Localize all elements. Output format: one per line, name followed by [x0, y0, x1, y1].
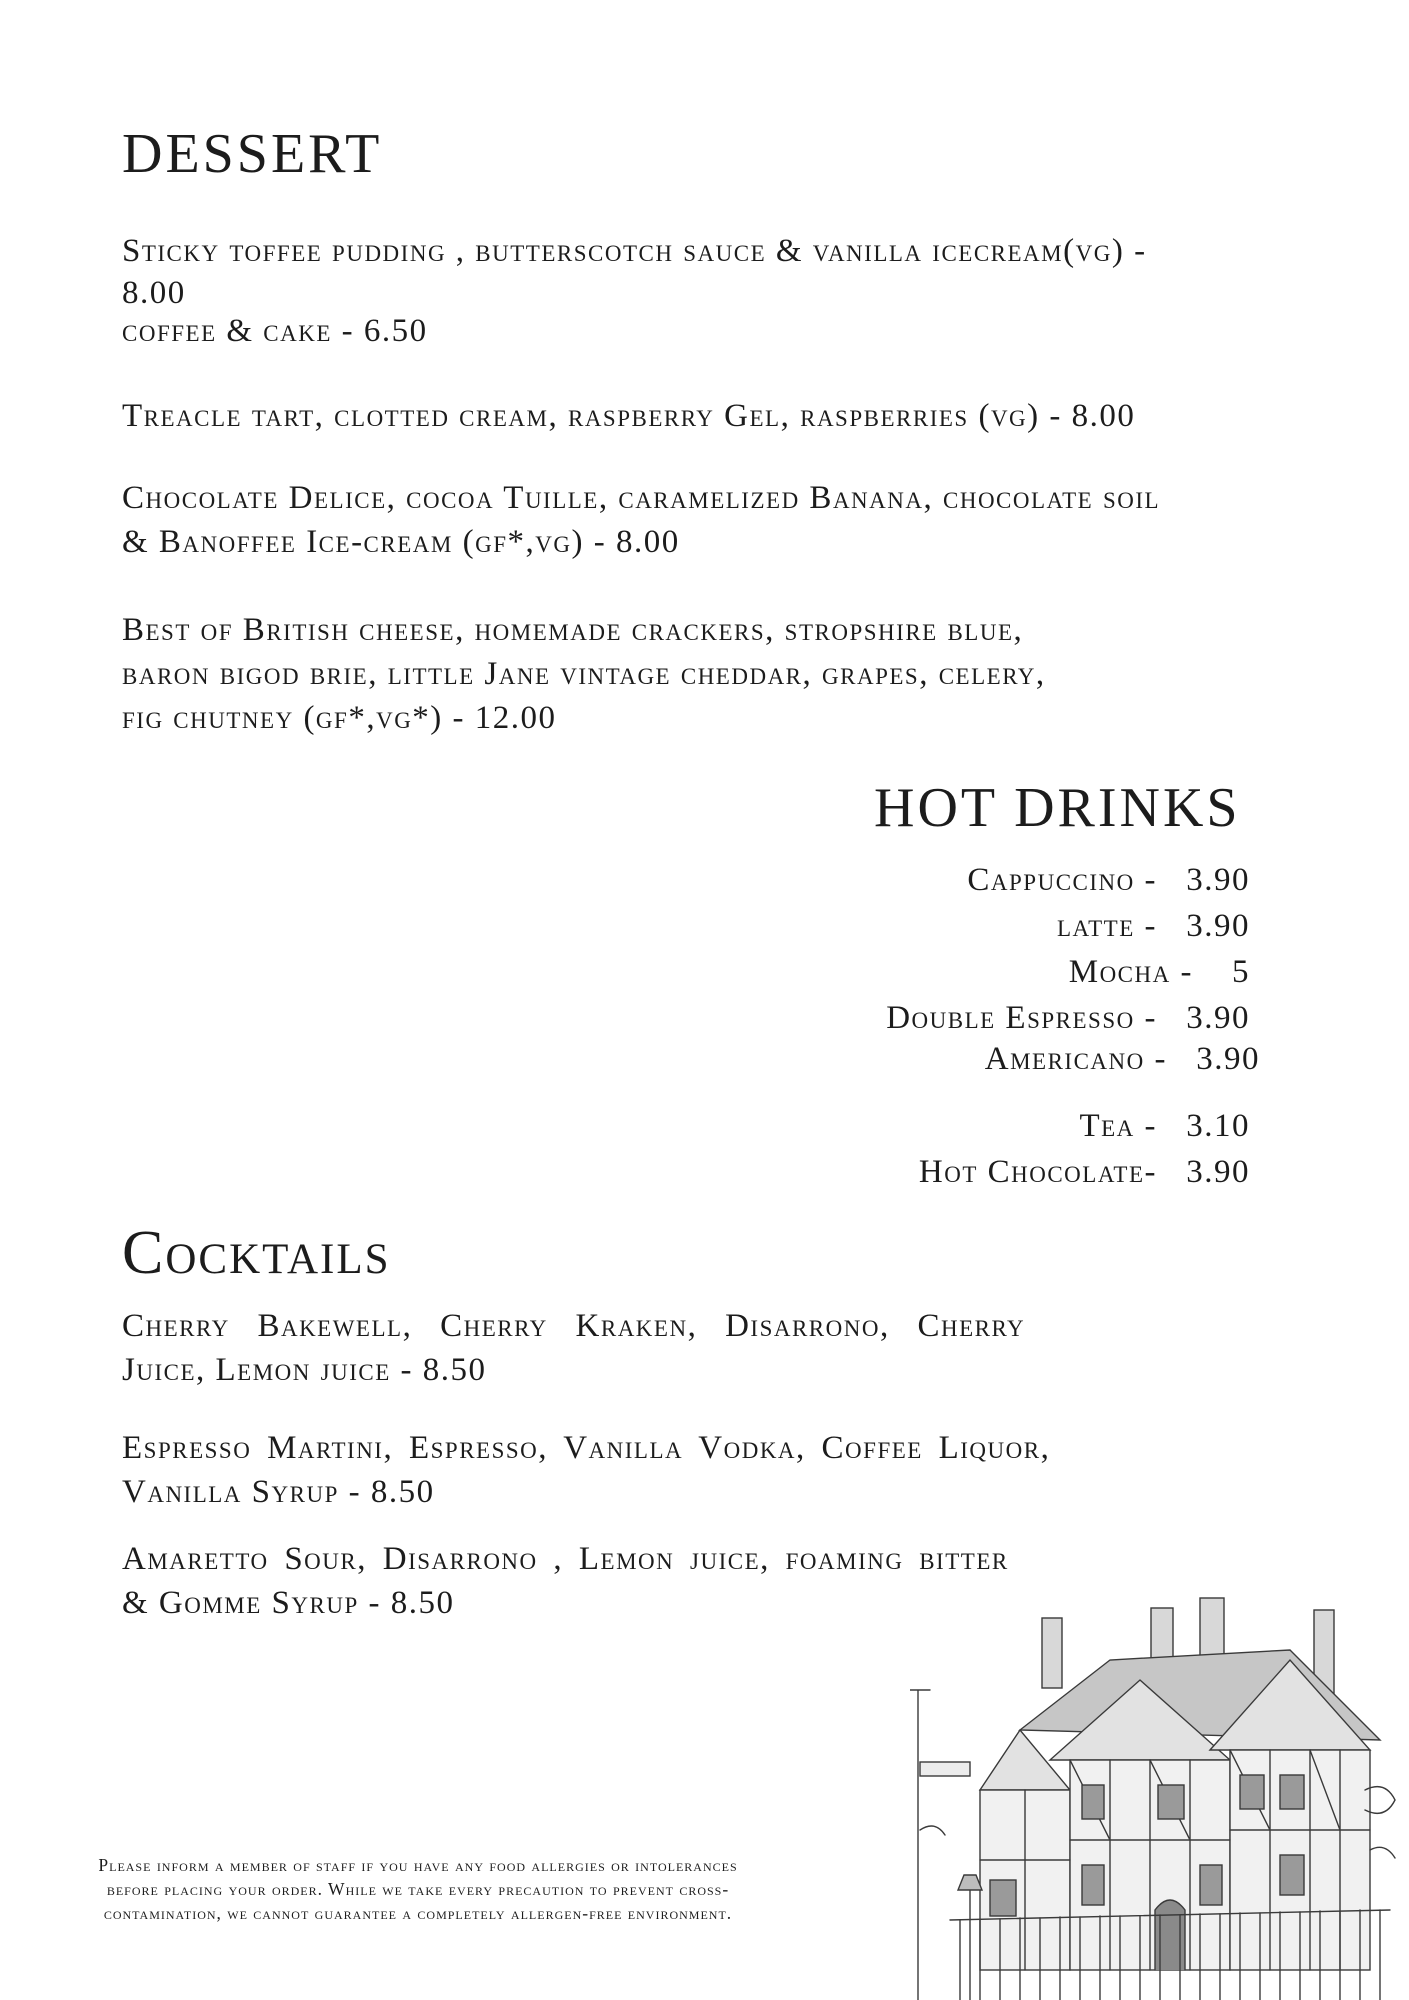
drink-name: Americano -: [984, 1041, 1167, 1077]
dessert-heading: DESSERT: [122, 123, 383, 185]
allergen-disclaimer: [18, 1853, 818, 1925]
drink-price: 3.90: [1186, 908, 1250, 944]
item-line: Treacle tart, clotted cream, raspberry Gel, raspberries (vg) - 8.00: [122, 398, 1136, 434]
disclaimer-line: contamination, we cannot guarantee a completely allergen-free environment.: [103, 1903, 733, 1923]
item-line: Cherry Bakewell, Cherry Kraken, Disarrono, Cherry: [122, 1308, 1026, 1344]
item-line: baron bigod brie, little Jane vintage cheddar, grapes, celery,: [122, 656, 1046, 692]
item-line: fig chutney (gf*,vg*) - 12.00: [122, 700, 557, 736]
hot-drinks-heading: HOT DRINKS: [874, 777, 1241, 839]
dessert-item-sticky-toffee: [122, 230, 1147, 356]
drink-mocha: [1069, 949, 1250, 995]
drink-name: latte -: [1057, 908, 1157, 944]
item-line: Best of British cheese, homemade crackers, stropshire blue,: [122, 612, 1024, 648]
disclaimer-line: before placing your order. While we take every precaution to prevent cross-: [106, 1879, 730, 1899]
item-price: 8.00: [122, 275, 186, 311]
drink-name: Hot Chocolate-: [918, 1154, 1157, 1190]
drink-name: Tea -: [1079, 1108, 1157, 1144]
item-line: Juice, Lemon juice - 8.50: [122, 1352, 487, 1388]
drink-price: 3.90: [1186, 1154, 1250, 1190]
drink-price: 5: [1232, 954, 1250, 990]
drink-tea: [1079, 1103, 1250, 1149]
item-line: Espresso Martini, Espresso, Vanilla Vodka, Coffee Liquor,: [122, 1430, 1051, 1466]
item-line: Amaretto Sour, Disarrono , Lemon juice, foaming bitter: [122, 1541, 1009, 1577]
drink-double-espresso: [886, 995, 1250, 1041]
dessert-item-treacle-tart: [122, 394, 1135, 438]
drink-cappuccino: [967, 857, 1250, 903]
dessert-item-chocolate-delice: [122, 476, 1160, 564]
drink-americano: [985, 1036, 1260, 1082]
disclaimer-line: Please inform a member of staff if you have any food allergies or intolerances: [98, 1855, 738, 1875]
drink-name: Mocha -: [1068, 954, 1193, 990]
cocktail-amaretto-sour: [122, 1537, 1009, 1625]
item-line: & Banoffee Ice-cream (gf*,vg) - 8.00: [122, 524, 680, 560]
drink-name: Double Espresso -: [886, 1000, 1157, 1036]
dessert-item-cheese: [122, 608, 1046, 740]
item-line: coffee & cake - 6.50: [122, 313, 428, 349]
cocktail-cherry-bakewell: [122, 1304, 1142, 1392]
cocktails-heading: Cocktails: [122, 1219, 391, 1287]
item-line: & Gomme Syrup - 8.50: [122, 1585, 455, 1621]
drink-name: Cappuccino -: [967, 862, 1157, 898]
cocktail-espresso-martini: [122, 1426, 1050, 1514]
drink-price: 3.10: [1186, 1108, 1250, 1144]
drink-latte: [1057, 903, 1250, 949]
drink-price: 3.90: [1196, 1041, 1260, 1077]
drink-price: 3.90: [1186, 862, 1250, 898]
tudor-pub-sketch-icon: [910, 1590, 1400, 2000]
drink-price: 3.90: [1186, 1000, 1250, 1036]
item-line: Vanilla Syrup - 8.50: [122, 1474, 435, 1510]
item-line: Chocolate Delice, cocoa Tuille, caramelized Banana, chocolate soil: [122, 480, 1161, 516]
drink-hot-chocolate: [919, 1149, 1250, 1195]
item-line: Sticky toffee pudding , butterscotch sauce & vanilla icecream(vg) -: [122, 233, 1147, 269]
